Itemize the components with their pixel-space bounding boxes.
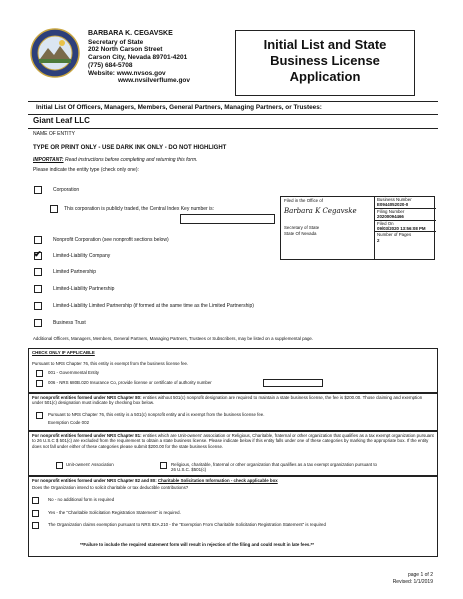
chapter-80-code: Exemption Code 002 [48,420,90,425]
llc-label: Limited-Liability Company [53,253,111,259]
lllp-checkbox[interactable] [34,302,42,310]
solicit-yes-checkbox[interactable] [32,510,39,517]
nonprofit-label: Nonprofit Corporation (see nonprofit sections below) [53,237,169,243]
corporation-label: Corporation [53,187,80,193]
solicit-yes-label: Yes - the "Charitable Solicitation Registration Statement" is required. [48,510,181,515]
exempt-title: CHECK ONLY IF APPLICABLE [32,350,95,355]
important-note [33,157,198,163]
form-title-line1: Initial List and State [263,37,387,52]
exempt-006-checkbox[interactable] [36,380,43,387]
entity-name-value[interactable]: Giant Leaf LLC [33,116,90,125]
pages-label: Number of Pages [377,232,412,238]
business-number-label: Business Number [377,197,412,202]
publicly-traded-label: This corporation is publicly traded, the Central Index Key number is: [64,206,215,212]
website2: www.nvsilverflume.gov [118,77,191,85]
secretary-of-state-label: Secretary of State [284,225,320,230]
entity-name-label: NAME OF ENTITY [33,131,75,137]
exempt-intro: Pursuant to NRS Chapter 76, this entity is exempt from the business license fee. [32,361,189,366]
chapter-82-heading [32,478,278,483]
lp-label: Limited Partnership [53,269,97,275]
officer-name: BARBARA K. CEGAVSKE [88,30,173,37]
state-label: State Of Nevada [284,231,317,236]
llp-checkbox[interactable] [34,285,42,293]
exempt-006-label: 006 - NRS 680B.020 Insurance Co, provide license or certificate of authority number [48,380,212,385]
unit-owners-label: Unit-owners' Association [66,462,114,467]
lp-checkbox[interactable] [34,268,42,276]
address-line1: 202 North Carson Street [88,46,163,54]
trust-checkbox[interactable] [34,319,42,327]
solicit-no-label: No - no additional form is required [48,497,115,502]
chapter-82-question: Does the Organization intend to solicit charitable or tax deductible contributions? [32,485,189,490]
nonprofit-checkbox[interactable] [34,236,42,244]
pages-value: 2 [377,237,380,243]
revised-date: Revised: 1/1/2019 [392,579,433,585]
chapter-80-check-label: Pursuant to NRS Chapter 76, this entity is a 501(c) nonprofit entity and is exempt from the business license fee. [48,412,265,417]
unit-owners-checkbox[interactable] [56,462,63,469]
llc-check-mark: ✔ [34,249,42,259]
filing-details [374,197,436,260]
filed-on-value: 09/03/2020 13:56:08 PM [375,226,436,232]
form-title-line2: Business License [270,53,380,68]
address-line2: Carson City, Nevada 89701-4201 [88,54,188,62]
corporation-checkbox[interactable] [34,186,42,194]
chapter-80-lead: For nonprofit entities formed under NRS Chapter 80: [32,395,142,400]
chapter-80-checkbox[interactable] [36,412,43,419]
exempt-001-label: 001 - Governmental Entity [48,370,100,375]
certificate-number-input[interactable] [263,379,323,387]
llp-label: Limited-Liability Partnership [53,286,115,292]
important-label: IMPORTANT: [33,157,64,163]
chapter-80-body: entities without 501(c) nonprofit designation are required to maintain a state business license, the fee is $200.00. Those claiming and exemption under 501(c) designation must indicate by checking box below. [32,395,423,406]
entity-name-underline [28,128,438,129]
business-number-value: E0944052020-0 [375,202,436,208]
additional-officers-note: Additional Officers, Managers, Members, General Partners, Managing Partners, Trustees or Subscribers, may be listed on a supplemental page. [33,336,314,341]
chapter-82-lead: For nonprofit entities formed under NRS Chapter 82 and 80: [32,478,157,483]
officer-info [88,30,248,85]
solicit-no-checkbox[interactable] [32,497,39,504]
ink-instruction: TYPE OR PRINT ONLY - USE DARK INK ONLY - DO NOT HIGHLIGHT [33,145,227,151]
website1: Website: www.nvsos.gov [88,69,166,77]
chapter-81-text [32,433,434,449]
header-divider [28,101,438,102]
filing-number-value: 20200094466 [375,214,436,220]
chapter-81-lead: For nonprofit entities formed under NRS Chapter 81: [32,433,142,438]
entity-type-instruction: Please indicate the entity type (check only one): [33,167,139,173]
exempt-001-checkbox[interactable] [36,370,43,377]
religious-org-label: Religious, charitable, fraternal or other organization that qualifies as a tax exempt organization pursuant to 26 U.S.C. $501(c) [171,462,377,473]
chapter-80-text [32,395,432,406]
chapter-81-body: entities which are Unit-owners' association or Religious, Charitable, fraternal or other organization that qualifies as a tax exempt organization pursuant to 26 U.S.C $ 501(c) are excluded from the requirement to obtain a state business license. Please indicate below if this entity falls under one of these categories by marking the appropriate box. If the entity does not fall under either of these categories please submit $200.00 for the state business license. [32,433,434,449]
trust-label: Business Trust [53,320,86,326]
section-title: Initial List Of Officers, Managers, Members, General Partners, Managing Partners, or Trustees: [36,104,322,111]
state-seal [30,28,80,78]
chapter-82-link[interactable]: Charitable Solicitation Information - check applicable box [157,478,278,483]
religious-org-checkbox[interactable] [160,462,167,469]
solicit-exempt-checkbox[interactable] [32,522,39,529]
solicit-exempt-label: The Organization claims exemption pursuant to NRS 82A.210 - the "Exemption From Charitable Solicitation Registration Statement" is required [48,522,326,527]
filing-stamp [280,196,435,260]
publicly-traded-checkbox[interactable] [50,205,58,213]
important-text: Read instructions before completing and returning this form. [63,157,198,163]
filing-number-label: Filing Number [377,208,405,214]
filed-on-label: Filed On [377,220,394,226]
page-number: page 1 of 2 [407,572,433,578]
section-divider [28,114,438,115]
filed-in-office-label: Filed in the Office of [284,198,323,203]
officer-title: Secretary of State [88,38,144,46]
phone: (775) 684-5708 [88,61,133,69]
cik-number-input[interactable] [180,214,275,224]
form-title-box [235,30,415,96]
rejection-warning: **Failure to include the required statement form will result in rejection of the filing and could result in late fees.** [80,542,314,547]
form-title-line3: Application [289,69,361,84]
lllp-label: Limited-Liability Limited Partnership (if formed at the same time as the Limited Partnership) [53,303,254,309]
signature: Barbara K Cegavske [284,207,357,215]
